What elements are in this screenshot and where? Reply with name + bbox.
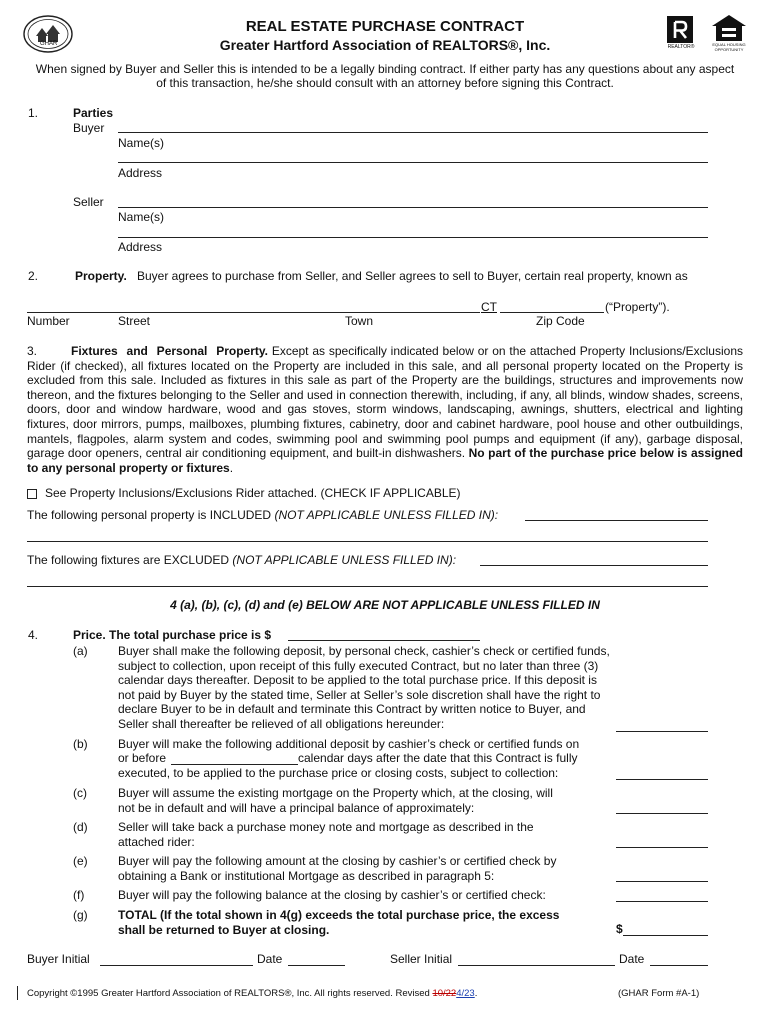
seller-initial-label: Seller Initial bbox=[390, 952, 453, 966]
price-item-b-line2b: calendar days after the date that this Contract is fully bbox=[298, 751, 578, 765]
property-quote: (“Property”). bbox=[605, 300, 670, 314]
seller-name-line[interactable] bbox=[118, 207, 708, 208]
buyer-address-line[interactable] bbox=[118, 162, 708, 163]
price-item-f-text: Buyer will pay the following balance at the closing by cashier’s or certified check: bbox=[118, 888, 546, 902]
buyer-initial-line[interactable] bbox=[100, 965, 253, 966]
price-item-d-amount[interactable] bbox=[616, 847, 708, 848]
label-number: Number bbox=[27, 314, 70, 328]
excluded-line-1[interactable] bbox=[480, 565, 708, 566]
price-heading: Price. The total purchase price is $ bbox=[73, 628, 272, 642]
excluded-text: The following fixtures are EXCLUDED bbox=[27, 553, 230, 567]
excluded-note: (NOT APPLICABLE UNLESS FILLED IN): bbox=[232, 553, 457, 567]
buyer-label: Buyer bbox=[73, 121, 105, 135]
price-item-b-letter: (b) bbox=[73, 737, 88, 751]
parties-heading: Parties bbox=[73, 106, 114, 120]
price-item-c-amount[interactable] bbox=[616, 813, 708, 814]
included-note: (NOT APPLICABLE UNLESS FILLED IN): bbox=[274, 508, 499, 522]
fixtures-bold-tail: No part of the purchase price below is assigned to any personal property or fixtures bbox=[27, 446, 743, 475]
price-item-g-letter: (g) bbox=[73, 908, 88, 922]
price-item-b-line2a: or before bbox=[118, 751, 167, 765]
label-street: Street bbox=[118, 314, 151, 328]
seller-names-caption: Name(s) bbox=[118, 210, 165, 224]
rider-row bbox=[27, 486, 461, 500]
page-subtitle: Greater Hartford Association of REALTORS®, Inc. bbox=[219, 37, 551, 53]
property-heading: Property. bbox=[75, 269, 127, 283]
buyer-names-caption: Name(s) bbox=[118, 136, 165, 150]
buyer-date-label: Date bbox=[257, 952, 283, 966]
buyer-address-caption: Address bbox=[118, 166, 163, 180]
footer-copyright bbox=[27, 988, 477, 999]
seller-address-caption: Address bbox=[118, 240, 163, 254]
price-item-e-letter: (e) bbox=[73, 854, 88, 868]
included-text: The following personal property is INCLUDED bbox=[27, 508, 272, 522]
price-item-g-text: TOTAL (If the total shown in 4(g) exceeds the total purchase price, the excess shall be returned to Buyer at closing. bbox=[118, 908, 560, 937]
applicability-notice: 4 (a), (b), (c), (d) and (e) BELOW ARE NOT APPLICABLE UNLESS FILLED IN bbox=[170, 598, 600, 612]
included-row bbox=[27, 508, 498, 522]
section-number-2: 2. bbox=[28, 269, 39, 283]
seller-initial-line[interactable] bbox=[458, 965, 615, 966]
equal-housing-text: EQUAL HOUSING OPPORTUNITY bbox=[712, 42, 746, 52]
price-item-e-text: Buyer will pay the following amount at the closing by cashier’s or certified check by obtaining a Bank or institutional Mortgage as described in paragraph 5: bbox=[118, 854, 557, 883]
price-item-f-letter: (f) bbox=[73, 888, 85, 902]
section-number-3: 3. bbox=[27, 344, 38, 358]
rider-text: See Property Inclusions/Exclusions Rider attached. (CHECK IF APPLICABLE) bbox=[45, 486, 461, 500]
seller-date-line[interactable] bbox=[650, 965, 708, 966]
price-total-line[interactable] bbox=[288, 640, 480, 641]
intro-notice: When signed by Buyer and Seller this is intended to be a legally binding contract. If either party has any questions about any aspect of this transaction, he/she should consult with an attorney before signing this Contract. bbox=[35, 62, 735, 90]
price-item-b-line1: Buyer will make the following additional deposit by cashier’s check or certified funds on bbox=[118, 737, 580, 751]
price-item-c-text: Buyer will assume the existing mortgage on the Property which, at the closing, will not be in default and will have a principal balance of approximately: bbox=[118, 786, 553, 815]
revised-end: . bbox=[474, 988, 478, 999]
price-item-d-text: Seller will take back a purchase money note and mortgage as described in the attached rider: bbox=[118, 820, 534, 849]
price-item-b-days-line[interactable] bbox=[171, 764, 298, 765]
seller-date-label: Date bbox=[619, 952, 645, 966]
copyright-text: Copyright ©1995 Greater Hartford Association of REALTORS®, Inc. All rights reserved. Revised bbox=[27, 988, 430, 999]
buyer-name-line[interactable] bbox=[118, 132, 708, 133]
revised-old: 10/22 bbox=[432, 988, 457, 999]
price-item-g-dollar: $ bbox=[616, 922, 623, 936]
page-title: REAL ESTATE PURCHASE CONTRACT bbox=[245, 18, 525, 35]
price-item-a-text: Buyer shall make the following deposit, by personal check, cashier’s check or certified funds, subject to collection, upon receipt of this fully executed Contract, but no later than three (3) calendar days thereafter. Deposit to be applied to the total purchase price. If this deposit is not paid by Buyer by the stated time, Seller at Seller’s sole discretion shall have the right to declare Buyer to be in default and terminate this Contract by written notice to Buyer, and Seller shall thereafter be relieved of all obligations hereunder: bbox=[118, 644, 610, 731]
rider-checkbox[interactable] bbox=[27, 489, 37, 499]
price-item-e-amount[interactable] bbox=[616, 881, 708, 882]
logo-text: GHAR bbox=[40, 41, 58, 47]
price-item-f-amount[interactable] bbox=[616, 901, 708, 902]
equal-housing-icon bbox=[710, 14, 748, 42]
excluded-line-2[interactable] bbox=[27, 586, 708, 587]
equal-housing-logo bbox=[710, 14, 748, 52]
price-item-b-line3: executed, to be applied to the purchase price or closing costs, subject to collection: bbox=[118, 766, 559, 780]
fixtures-paragraph bbox=[27, 344, 743, 475]
fixtures-period: . bbox=[229, 460, 234, 475]
included-line-2[interactable] bbox=[27, 541, 708, 542]
realtor-mark-text: REALTOR® bbox=[667, 44, 695, 50]
price-item-a-letter: (a) bbox=[73, 644, 88, 658]
buyer-initial-label: Buyer Initial bbox=[27, 952, 90, 966]
section-number-1: 1. bbox=[28, 106, 39, 120]
price-item-d-letter: (d) bbox=[73, 820, 88, 834]
price-item-a-amount[interactable] bbox=[616, 731, 708, 732]
footer-margin-bar bbox=[17, 986, 18, 1000]
seller-address-line[interactable] bbox=[118, 237, 708, 238]
property-text: Buyer agrees to purchase from Seller, and Seller agrees to sell to Buyer, certain real property, known as bbox=[137, 269, 688, 283]
fixtures-body: Except as specifically indicated below or on the attached Property Inclusions/Exclusions Rider (if checked), all fixtures located on the Property are included in this sale, and all personal property located on the Property is excluded from this sale. Included as fixtures in this sale as part of the Property are the buildings, structures and improvements now thereon, and the fixtures belonging to the Seller and used in connection therewith, including, if any, all blinds, window shades, screens, doors, door and window hardware, wood and gas stoves, storm windows, landscaping, awnings, shutters, electrical and lighting fixtures, door mirrors, pumps, mailboxes, plumbing fixtures, cabinetry, door and cabinet hardware, pool house and other outbuildings, mantels, flagpoles, alarm system and codes, swimming pool and swimming pool pumps and equipment (if any), garbage disposal, garage door openers, central air conditioning equipment, and built-in dishwashers. bbox=[27, 344, 743, 461]
price-item-g-amount[interactable] bbox=[623, 935, 708, 936]
fixtures-heading: Fixtures and Personal Property. bbox=[71, 344, 268, 358]
form-id: (GHAR Form #A-1) bbox=[618, 988, 700, 999]
price-item-c-letter: (c) bbox=[73, 786, 87, 800]
included-line-1[interactable] bbox=[525, 520, 708, 521]
property-zip-line[interactable] bbox=[500, 312, 604, 313]
realtor-r-icon bbox=[664, 15, 698, 45]
property-ct: CT bbox=[481, 300, 497, 314]
label-zip: Zip Code bbox=[536, 314, 585, 328]
section-number-4: 4. bbox=[28, 628, 39, 642]
label-town: Town bbox=[345, 314, 374, 328]
price-item-b-amount[interactable] bbox=[616, 779, 708, 780]
realtor-logo bbox=[664, 15, 698, 51]
buyer-date-line[interactable] bbox=[288, 965, 345, 966]
excluded-row bbox=[27, 553, 456, 567]
revised-new: 4/23 bbox=[456, 988, 475, 999]
property-address-line[interactable] bbox=[27, 312, 480, 313]
seller-label: Seller bbox=[73, 195, 104, 209]
